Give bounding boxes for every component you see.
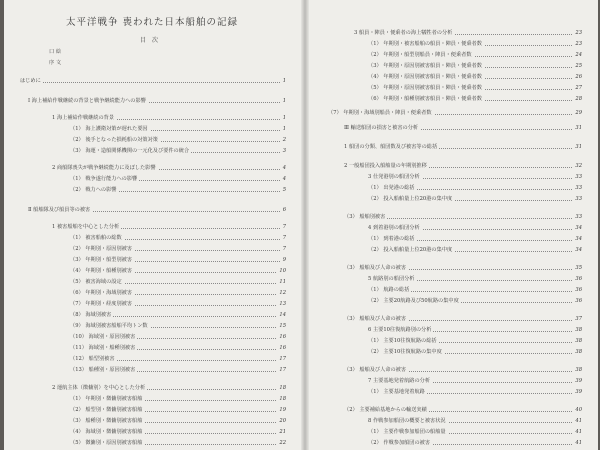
toc-entry — [368, 62, 582, 71]
toc-entry — [70, 125, 286, 134]
toc-page-number: 14 — [279, 312, 286, 318]
toc-page-number: 19 — [279, 407, 286, 413]
toc-entry — [70, 147, 286, 156]
contents-heading: 目次 — [139, 37, 164, 44]
toc-page-number: 16 — [279, 345, 286, 351]
toc-entry-title: 5 航路別の船団分析 — [368, 276, 415, 282]
dot-leader — [20, 82, 286, 83]
toc-entry — [344, 162, 582, 171]
toc-entry-title: 3 船員・陣員・便乗者の海上犠牲者の分析 — [354, 30, 453, 36]
toc-page-number: 32 — [575, 163, 582, 169]
toc-page-number: 7 — [282, 246, 286, 252]
toc-entry — [70, 366, 286, 375]
toc-entry-title: （1） 主要作戦参加船団の船舶量 — [368, 429, 446, 435]
toc-entry — [354, 29, 582, 38]
toc-entry — [344, 213, 582, 222]
toc-entry — [52, 223, 286, 232]
toc-entry — [70, 289, 286, 298]
toc-entry-title: （1） 年期別・徴傭別被害船舶 — [70, 396, 143, 402]
toc-entry — [368, 377, 582, 386]
toc-entry — [28, 97, 286, 106]
toc-page-number: 39 — [575, 378, 582, 384]
toc-entry-title: （7） 年期別・海域別船員・陣員・便乗者数 — [328, 110, 432, 116]
toc-entry-title: （1） 到着港の総括 — [368, 236, 415, 242]
toc-entry-title: （4） 年期別・原因別被害船員・陣員・便乗者数 — [368, 74, 482, 80]
toc-entry — [368, 348, 582, 357]
toc-entry — [368, 439, 582, 448]
toc-entry — [368, 95, 582, 104]
toc-entry-title: （2） 主要10往復航路の集中度 — [368, 349, 442, 355]
toc-entry — [368, 337, 582, 346]
toc-entry — [368, 195, 582, 204]
toc-entry-title: （1） 出発港の総括 — [368, 185, 415, 191]
toc-entry-title: （5） 被害海域の設定 — [70, 279, 122, 285]
toc-entry-title: 序 文 — [49, 60, 62, 66]
toc-page-number: 41 — [575, 440, 582, 446]
toc-entry — [52, 164, 286, 173]
toc-entry-title: 1 被害船舶を中心とした分析 — [52, 224, 120, 230]
toc-page-number: 24 — [575, 52, 582, 58]
toc-page-number: 12 — [279, 290, 286, 296]
toc-entry — [70, 300, 286, 309]
toc-page-number: 27 — [575, 85, 582, 91]
toc-entry — [368, 428, 582, 437]
toc-page-number: 11 — [279, 279, 286, 285]
toc-entry — [70, 355, 286, 364]
toc-page-number: 34 — [575, 247, 582, 253]
toc-entry — [368, 224, 582, 233]
toc-page-number: 37 — [575, 316, 582, 322]
toc-entry-title: （5） 年期別・原因別被害船員・陣員・便乗者数 — [368, 85, 482, 91]
toc-page-number: 4 — [282, 165, 286, 171]
toc-page-number: 31 — [575, 144, 582, 150]
toc-page-number: 40 — [575, 407, 582, 413]
toc-page-number: 38 — [575, 349, 582, 355]
toc-page-number: 3 — [282, 148, 286, 154]
toc-page-number: 23 — [575, 41, 582, 47]
toc-entry-title: （4） 年期別・船種別被害 — [70, 268, 133, 274]
toc-page-number: 36 — [575, 287, 582, 293]
toc-entry-title: （7） 年期別・経度別被害 — [70, 301, 133, 307]
toc-entry — [368, 173, 582, 182]
toc-entry-title: （3） 船舶及び人命の被害 — [344, 265, 407, 271]
toc-page-number: 18 — [279, 396, 286, 402]
toc-page-number: 1 — [282, 98, 286, 104]
toc-entry-title: 口 絵 — [49, 49, 62, 55]
toc-page-number: 33 — [575, 214, 582, 220]
toc-entry — [70, 234, 286, 243]
toc-entry-title: （13） 船種別・原因別被害 — [70, 367, 136, 373]
toc-entry-title: （2） 投入船舶量上位20港の集中度 — [368, 247, 453, 253]
toc-entry — [70, 417, 286, 426]
toc-entry — [368, 51, 582, 60]
toc-entry-title: （10） 海域別・原因別被害 — [70, 334, 136, 340]
toc-entry-title: （9） 海域別被害船舶平均トン数 — [70, 323, 148, 329]
toc-entry-title: 2 一般船団投入船舶量の年期別推移 — [344, 163, 427, 169]
toc-page-number: 33 — [575, 174, 582, 180]
toc-entry — [70, 311, 286, 320]
toc-page-number: 15 — [279, 323, 286, 329]
toc-entry — [70, 406, 286, 415]
toc-page-number: 36 — [575, 276, 582, 282]
toc-entry — [344, 315, 582, 324]
toc-entry-title: （8） 海域別被害 — [70, 312, 112, 318]
toc-page-number: 41 — [575, 429, 582, 435]
toc-entry-title: Ⅱ 船舶隊及び船員等の被害 — [28, 207, 91, 213]
toc-entry-title: （1） 航路の総括 — [368, 287, 410, 293]
toc-page-number: 10 — [279, 268, 286, 274]
toc-entry-title: （1） 被害船舶の総数 — [70, 235, 122, 241]
toc-entry — [368, 235, 582, 244]
toc-page-number: 25 — [575, 63, 582, 69]
toc-entry-title: （1） 年期別・被害船舶の船員・陣員・便乗者数 — [368, 41, 482, 47]
toc-entry — [368, 84, 582, 93]
toc-entry — [70, 322, 286, 331]
toc-entry — [70, 333, 286, 342]
toc-entry-title: 7 主要基地発着航路の分析 — [368, 378, 431, 384]
toc-entry-title: 6 主要10往復航路別の分析 — [368, 327, 432, 333]
toc-page-number: 9 — [282, 257, 286, 263]
toc-entry-title: （1） 主要10往復航路の総括 — [368, 338, 437, 344]
toc-page-number: 6 — [282, 207, 286, 213]
toc-entry — [344, 366, 582, 375]
toc-entry — [28, 206, 286, 215]
toc-page-number: 31 — [575, 125, 582, 131]
toc-entry — [70, 256, 286, 265]
toc-entry — [344, 406, 582, 415]
toc-page-number: 4 — [282, 176, 286, 182]
toc-entry — [368, 275, 582, 284]
toc-entry-title: 1 船団の分類、船団数及び被害等の総括 — [344, 144, 438, 150]
toc-page-number: 17 — [279, 367, 286, 373]
toc-entry — [70, 175, 286, 184]
toc-entry — [70, 278, 286, 287]
toc-entry — [70, 245, 286, 254]
toc-page-number: 17 — [279, 356, 286, 362]
toc-entry-title: （2） 年期別・船型別船員・陣員・便乗者数 — [368, 52, 472, 58]
toc-page-number: 7 — [282, 235, 286, 241]
toc-entry-title: （3） 年期別・原因別被害船員・陣員・便乗者数 — [368, 63, 482, 69]
right-page — [310, 0, 598, 450]
toc-entry-title: 1 海上補給作戦継続の背景 — [52, 115, 115, 121]
toc-entry — [70, 344, 286, 353]
toc-page-number: 38 — [575, 327, 582, 333]
toc-page-number: 34 — [575, 225, 582, 231]
toc-entry — [368, 388, 582, 397]
toc-entry-title: （2） 作戦参加船団の被害 — [368, 440, 431, 446]
toc-entry-title: （2） 戦力への影響 — [70, 187, 117, 193]
toc-entry-title: （12） 船型別被害 — [70, 356, 115, 362]
toc-entry-title: 2 運航主体（徴傭別）を中心とした分析 — [52, 385, 146, 391]
toc-entry-title: （2） 後手となった損耗船の対策対策 — [70, 137, 158, 143]
toc-entry — [344, 124, 582, 133]
toc-entry-title: （2） 主要20航路及び50航路の集中度 — [368, 298, 459, 304]
toc-entry — [52, 114, 286, 123]
left-page — [4, 0, 300, 450]
toc-entry — [49, 59, 286, 68]
toc-entry-title: Ⅲ 輸送船団の損害と被害の分析 — [344, 125, 419, 131]
toc-entry — [70, 428, 286, 437]
toc-page-number: 33 — [575, 196, 582, 202]
toc-entry-title: （2） 主要補給基地からの輸送実績 — [344, 407, 427, 413]
toc-page-number: 41 — [575, 418, 582, 424]
toc-page-number: 5 — [282, 187, 286, 193]
toc-entry — [368, 246, 582, 255]
toc-entry-title: （1） 海上護衛対策が遅れた要因 — [70, 126, 148, 132]
toc-entry — [70, 186, 286, 195]
toc-entry — [368, 297, 582, 306]
toc-entry-title: 3 仕発港別の船団分析 — [368, 174, 420, 180]
toc-page-number: 36 — [575, 298, 582, 304]
toc-entry-title: （3） 船舶別被害 — [344, 214, 386, 220]
toc-entry — [70, 395, 286, 404]
toc-page-number: 39 — [575, 389, 582, 395]
toc-page-number: 18 — [279, 385, 286, 391]
toc-entry — [368, 326, 582, 335]
toc-entry-title: （3） 海運・造船関係機関の一元化及び要件の統合 — [70, 148, 190, 154]
toc-entry-title: 2 商船隊喪失が戦争継続能力に及ぼした影響 — [52, 165, 156, 171]
toc-entry — [368, 40, 582, 49]
toc-entry-title: はじめに — [20, 78, 41, 84]
toc-entry — [328, 109, 582, 118]
toc-entry-title: （5） 徴傭別・原因別被害船舶 — [70, 440, 143, 446]
toc-entry — [368, 286, 582, 295]
toc-page-number: 22 — [279, 440, 286, 446]
toc-entry — [52, 384, 286, 393]
toc-page-number: 20 — [279, 418, 286, 424]
book-gutter — [301, 0, 309, 450]
toc-entry-title: （2） 年期別・原因別被害 — [70, 246, 133, 252]
toc-entry-title: （11） 海域別・船種別被害 — [70, 345, 136, 351]
toc-page-number: 13 — [279, 301, 286, 307]
toc-entry — [70, 267, 286, 276]
toc-entry — [368, 417, 582, 426]
toc-entry — [20, 77, 286, 86]
toc-entry-title: （4） 海域別・徴傭別被害船舶 — [70, 429, 143, 435]
toc-page-number: 33 — [575, 185, 582, 191]
toc-entry-title: （6） 年期別・海域別被害 — [70, 290, 133, 296]
toc-page-number: 1 — [282, 115, 286, 121]
toc-entry-title: （1） 主要基地発着航路 — [368, 389, 425, 395]
toc-page-number: 38 — [575, 367, 582, 373]
toc-entry — [70, 136, 286, 145]
toc-entry-title: （3） 船舶及び人命の被害 — [344, 367, 407, 373]
toc-entry — [344, 264, 582, 273]
toc-entry — [368, 73, 582, 82]
toc-entry-title: （6） 年期別・船種別被害船員・陣員・便乗者数 — [368, 96, 482, 102]
toc-page-number: 29 — [575, 110, 582, 116]
toc-page-number: 7 — [282, 224, 286, 230]
toc-entry-title: （3） 船舶及び人命の被害 — [344, 316, 407, 322]
toc-entry-title: （1） 戦争遂行能力への影響 — [70, 176, 138, 182]
toc-entry — [70, 439, 286, 448]
book-title: 太平洋戦争 喪われた日本船舶の記録 — [65, 17, 239, 28]
toc-entry-title: （2） 投入船舶量上位20港の集中度 — [368, 196, 453, 202]
toc-page-number: 23 — [575, 30, 582, 36]
toc-page-number: 2 — [282, 137, 286, 143]
toc-entry-title: Ⅰ 海上補給作戦継続の背景と戦争継続能力への影響 — [28, 98, 146, 104]
toc-page-number: 21 — [279, 429, 286, 435]
toc-page-number: 1 — [282, 78, 286, 84]
toc-page-number: 38 — [575, 338, 582, 344]
toc-entry — [368, 184, 582, 193]
toc-entry-title: （3） 船種別・徴傭別被害船舶 — [70, 418, 143, 424]
toc-page-number: 1 — [282, 126, 286, 132]
toc-entry-title: （2） 船型別・徴傭別被害船舶 — [70, 407, 143, 413]
toc-entry-title: （3） 年期別・船型別被害 — [70, 257, 133, 263]
toc-page-number: 26 — [575, 74, 582, 80]
toc-entry-title: 8 作戦参加船団の概要と被害状況 — [368, 418, 446, 424]
toc-entry — [344, 143, 582, 152]
toc-page-number: 16 — [279, 334, 286, 340]
toc-page-number: 35 — [575, 265, 582, 271]
book-spread — [4, 0, 598, 450]
toc-page-number: 28 — [575, 96, 582, 102]
toc-page-number: 34 — [575, 236, 582, 242]
toc-entry-title: 4 到着港別の船団分析 — [368, 225, 420, 231]
toc-entry — [49, 48, 286, 57]
